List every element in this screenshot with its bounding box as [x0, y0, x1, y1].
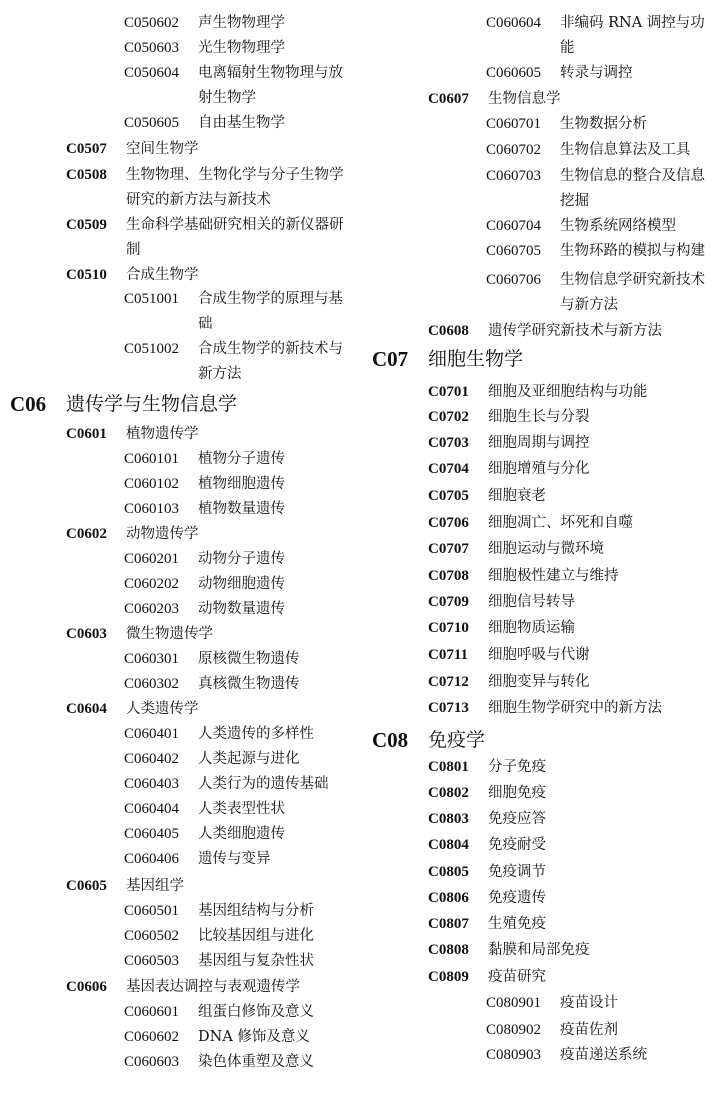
entry-name: 遗传学研究新技术与新方法	[488, 323, 662, 339]
entry-name: 细胞生物学	[428, 348, 524, 370]
subsection-entry	[362, 886, 720, 911]
entry-code: C0806	[428, 890, 469, 906]
subsection-entry	[0, 697, 362, 722]
subject-entry	[0, 597, 362, 622]
entry-code: C08	[372, 728, 409, 752]
subsection-entry	[362, 590, 720, 615]
entry-code: C060705	[486, 243, 542, 259]
subject-entry	[362, 61, 720, 86]
subject-entry	[362, 991, 720, 1016]
entry-name: 细胞及亚细胞结构与功能	[488, 384, 648, 400]
entry-name: 生殖免疫	[488, 916, 546, 932]
entry-code: C060101	[124, 451, 180, 467]
entry-name: 疫苗递送系统	[560, 1047, 647, 1063]
subsection-entry	[0, 874, 362, 899]
entry-name: 动物遗传学	[126, 526, 199, 542]
entry-code: C0701	[428, 384, 469, 400]
subsection-entry	[362, 511, 720, 536]
entry-code: C0603	[66, 626, 107, 642]
entry-name: 细胞极性建立与维持	[488, 568, 619, 584]
entry-name: 免疫耐受	[488, 837, 546, 853]
entry-code: C0803	[428, 811, 469, 827]
subsection-entry	[0, 137, 362, 162]
subsection-entry	[362, 616, 720, 641]
entry-name: 细胞变异与转化	[488, 674, 590, 690]
entry-name: 细胞增殖与分化	[488, 461, 590, 477]
entry-name: 基因组学	[126, 878, 184, 894]
entry-name: 光生物物理学	[198, 40, 285, 56]
entry-code: C0713	[428, 700, 469, 716]
subject-entry	[0, 747, 362, 772]
entry-code: C0607	[428, 91, 469, 107]
subject-entry	[362, 112, 720, 137]
entry-code: C0712	[428, 674, 469, 690]
entry-code: C060406	[124, 851, 180, 867]
entry-code: C0508	[66, 167, 107, 183]
entry-name: 生物信息学	[488, 91, 561, 107]
entry-name: 转录与调控	[560, 65, 633, 81]
entry-name: 生物数据分析	[560, 116, 647, 132]
entry-name: 生物信息算法及工具	[560, 142, 691, 158]
subsection-entry	[362, 564, 720, 589]
subsection-entry	[362, 457, 720, 482]
entry-name: 自由基生物学	[198, 115, 285, 131]
entry-code: C060703	[486, 168, 542, 184]
entry-code: C0801	[428, 759, 469, 775]
entry-code: C0507	[66, 141, 107, 157]
entry-name: 免疫学	[428, 729, 486, 751]
subject-entry	[0, 847, 362, 872]
subsection-entry	[362, 965, 720, 990]
entry-name: DNA 修饰及意义	[198, 1029, 310, 1045]
subsection-entry	[362, 670, 720, 695]
subject-entry	[362, 138, 720, 163]
entry-code: C060601	[124, 1004, 180, 1020]
subject-entry	[0, 111, 362, 136]
subject-entry	[362, 1018, 720, 1043]
entry-code: C060102	[124, 476, 180, 492]
subject-entry	[0, 1025, 362, 1050]
entry-name: 生命科学基础研究相关的新仪器研制	[126, 217, 344, 258]
entry-code: C0802	[428, 785, 469, 801]
entry-name: 细胞周期与调控	[488, 435, 590, 451]
entry-code: C0605	[66, 878, 107, 894]
entry-code: C0809	[428, 969, 469, 985]
subsection-entry	[0, 422, 362, 447]
entry-name: 合成生物学	[126, 267, 199, 283]
entry-name: 合成生物学的原理与基础	[198, 291, 343, 332]
entry-name: 遗传学与生物信息学	[66, 393, 238, 415]
entry-code: C080903	[486, 1047, 542, 1063]
entry-code: C0708	[428, 568, 469, 584]
entry-code: C051001	[124, 291, 180, 307]
entry-code: C050603	[124, 40, 180, 56]
entry-code: C0710	[428, 620, 469, 636]
subsection-entry	[362, 319, 720, 344]
entry-code: C0601	[66, 426, 107, 442]
entry-code: C0807	[428, 916, 469, 932]
entry-name: 生物信息的整合及信息挖掘	[560, 168, 705, 209]
entry-name: 空间生物学	[126, 141, 199, 157]
subject-entry	[0, 472, 362, 497]
entry-code: C060604	[486, 15, 542, 31]
entry-code: C060605	[486, 65, 542, 81]
entry-name: 人类遗传学	[126, 701, 199, 717]
entry-name: 植物分子遗传	[198, 451, 285, 467]
subsection-entry	[362, 431, 720, 456]
subject-entry	[362, 1043, 720, 1068]
entry-name: 生物环路的模拟与构建	[560, 243, 705, 259]
entry-code: C0608	[428, 323, 469, 339]
entry-code: C0706	[428, 515, 469, 531]
subject-entry	[0, 899, 362, 924]
entry-code: C0704	[428, 461, 469, 477]
entry-name: 动物数量遗传	[198, 601, 285, 617]
entry-name: 组蛋白修饰及意义	[198, 1004, 314, 1020]
subject-entry	[0, 337, 362, 387]
entry-code: C060401	[124, 726, 180, 742]
entry-name: 生物信息学研究新技术与新方法	[560, 272, 705, 313]
entry-code: C051002	[124, 341, 180, 357]
entry-code: C0808	[428, 942, 469, 958]
subsection-entry	[0, 213, 362, 263]
entry-name: 动物分子遗传	[198, 551, 285, 567]
entry-name: 细胞呼吸与代谢	[488, 647, 590, 663]
subsection-entry	[362, 781, 720, 806]
subject-entry	[0, 822, 362, 847]
subsection-entry	[362, 537, 720, 562]
entry-name: 动物细胞遗传	[198, 576, 285, 592]
entry-code: C060404	[124, 801, 180, 817]
subsection-entry	[362, 696, 720, 721]
subsection-entry	[0, 622, 362, 647]
entry-name: 人类细胞遗传	[198, 826, 285, 842]
entry-name: 免疫遗传	[488, 890, 546, 906]
entry-code: C050604	[124, 65, 180, 81]
subject-entry	[0, 949, 362, 974]
entry-name: 细胞物质运输	[488, 620, 575, 636]
entry-name: 细胞信号转导	[488, 594, 575, 610]
entry-code: C080902	[486, 1022, 542, 1038]
entry-name: 人类行为的遗传基础	[198, 776, 329, 792]
subject-entry	[0, 1050, 362, 1075]
entry-code: C060603	[124, 1054, 180, 1070]
entry-code: C050605	[124, 115, 180, 131]
subject-entry	[0, 61, 362, 111]
subject-entry	[0, 547, 362, 572]
entry-name: 疫苗研究	[488, 969, 546, 985]
entry-code: C0705	[428, 488, 469, 504]
entry-code: C050602	[124, 15, 180, 31]
entry-name: 生物物理、生物化学与分子生物学研究的新方法与新技术	[126, 167, 344, 208]
subject-entry	[362, 268, 720, 318]
section-heading	[0, 391, 362, 417]
subject-entry	[362, 11, 720, 61]
entry-code: C060706	[486, 272, 542, 288]
subject-entry	[0, 497, 362, 522]
subsection-entry	[362, 833, 720, 858]
entry-code: C060402	[124, 751, 180, 767]
entry-code: C060103	[124, 501, 180, 517]
entry-name: 比较基因组与进化	[198, 928, 314, 944]
entry-name: 基因组结构与分析	[198, 903, 314, 919]
entry-code: C06	[10, 392, 47, 416]
subject-entry	[0, 722, 362, 747]
subsection-entry	[362, 807, 720, 832]
entry-name: 人类起源与进化	[198, 751, 300, 767]
subsection-entry	[362, 87, 720, 112]
entry-code: C0707	[428, 541, 469, 557]
entry-code: C060602	[124, 1029, 180, 1045]
entry-code: C060301	[124, 651, 180, 667]
entry-name: 植物细胞遗传	[198, 476, 285, 492]
entry-name: 疫苗设计	[560, 995, 618, 1011]
subsection-entry	[362, 912, 720, 937]
entry-name: 真核微生物遗传	[198, 676, 300, 692]
entry-code: C060702	[486, 142, 542, 158]
entry-code: C0602	[66, 526, 107, 542]
subject-entry	[0, 1000, 362, 1025]
subject-entry	[0, 11, 362, 36]
entry-name: 免疫应答	[488, 811, 546, 827]
subsection-entry	[362, 484, 720, 509]
entry-code: C060203	[124, 601, 180, 617]
entry-code: C0702	[428, 409, 469, 425]
subject-entry	[0, 797, 362, 822]
subject-entry	[0, 447, 362, 472]
entry-code: C060501	[124, 903, 180, 919]
entry-code: C060701	[486, 116, 542, 132]
section-heading	[362, 346, 720, 372]
subject-entry	[362, 239, 720, 264]
subject-entry	[0, 647, 362, 672]
entry-name: 黏膜和局部免疫	[488, 942, 590, 958]
section-heading	[362, 727, 720, 753]
entry-code: C0604	[66, 701, 107, 717]
subsection-entry	[362, 405, 720, 430]
entry-code: C080901	[486, 995, 542, 1011]
subsection-entry	[0, 163, 362, 213]
entry-name: 人类遗传的多样性	[198, 726, 314, 742]
subsection-entry	[0, 975, 362, 1000]
entry-code: C0510	[66, 267, 107, 283]
entry-code: C0703	[428, 435, 469, 451]
subsection-entry	[362, 755, 720, 780]
entry-name: 植物遗传学	[126, 426, 199, 442]
entry-code: C060201	[124, 551, 180, 567]
subsection-entry	[362, 643, 720, 668]
entry-code: C07	[372, 347, 409, 371]
entry-name: 细胞衰老	[488, 488, 546, 504]
entry-name: 声生物物理学	[198, 15, 285, 31]
subject-entry	[0, 772, 362, 797]
entry-name: 生物系统网络模型	[560, 218, 676, 234]
entry-code: C0805	[428, 864, 469, 880]
entry-name: 免疫调节	[488, 864, 546, 880]
entry-name: 染色体重塑及意义	[198, 1054, 314, 1070]
entry-name: 原核微生物遗传	[198, 651, 300, 667]
subsection-entry	[0, 263, 362, 288]
entry-code: C060405	[124, 826, 180, 842]
entry-name: 电离辐射生物物理与放射生物学	[198, 65, 343, 106]
entry-name: 疫苗佐剂	[560, 1022, 618, 1038]
entry-code: C060302	[124, 676, 180, 692]
entry-name: 细胞运动与微环境	[488, 541, 604, 557]
entry-name: 基因组与复杂性状	[198, 953, 314, 969]
entry-name: 分子免疫	[488, 759, 546, 775]
entry-name: 人类表型性状	[198, 801, 285, 817]
subject-entry	[0, 924, 362, 949]
entry-code: C0804	[428, 837, 469, 853]
entry-code: C0509	[66, 217, 107, 233]
subsection-entry	[0, 522, 362, 547]
subject-entry	[0, 572, 362, 597]
entry-code: C060503	[124, 953, 180, 969]
subsection-entry	[362, 380, 720, 405]
subsection-entry	[362, 938, 720, 963]
entry-name: 非编码 RNA 调控与功能	[560, 15, 705, 56]
entry-name: 合成生物学的新技术与新方法	[198, 341, 343, 382]
subject-entry	[0, 672, 362, 697]
entry-code: C060403	[124, 776, 180, 792]
entry-name: 细胞生长与分裂	[488, 409, 590, 425]
entry-code: C0711	[428, 647, 469, 663]
entry-name: 微生物遗传学	[126, 626, 213, 642]
subject-entry	[362, 164, 720, 214]
entry-code: C0709	[428, 594, 469, 610]
subject-entry	[0, 36, 362, 61]
entry-name: 基因表达调控与表观遗传学	[126, 979, 300, 995]
entry-code: C060502	[124, 928, 180, 944]
entry-name: 植物数量遗传	[198, 501, 285, 517]
subject-entry	[362, 214, 720, 239]
subject-entry	[0, 287, 362, 337]
entry-name: 细胞免疫	[488, 785, 546, 801]
entry-name: 细胞凋亡、坏死和自噬	[488, 515, 633, 531]
subsection-entry	[362, 860, 720, 885]
entry-code: C060704	[486, 218, 542, 234]
entry-name: 细胞生物学研究中的新方法	[488, 700, 662, 716]
entry-name: 遗传与变异	[198, 851, 271, 867]
entry-code: C060202	[124, 576, 180, 592]
entry-code: C0606	[66, 979, 107, 995]
